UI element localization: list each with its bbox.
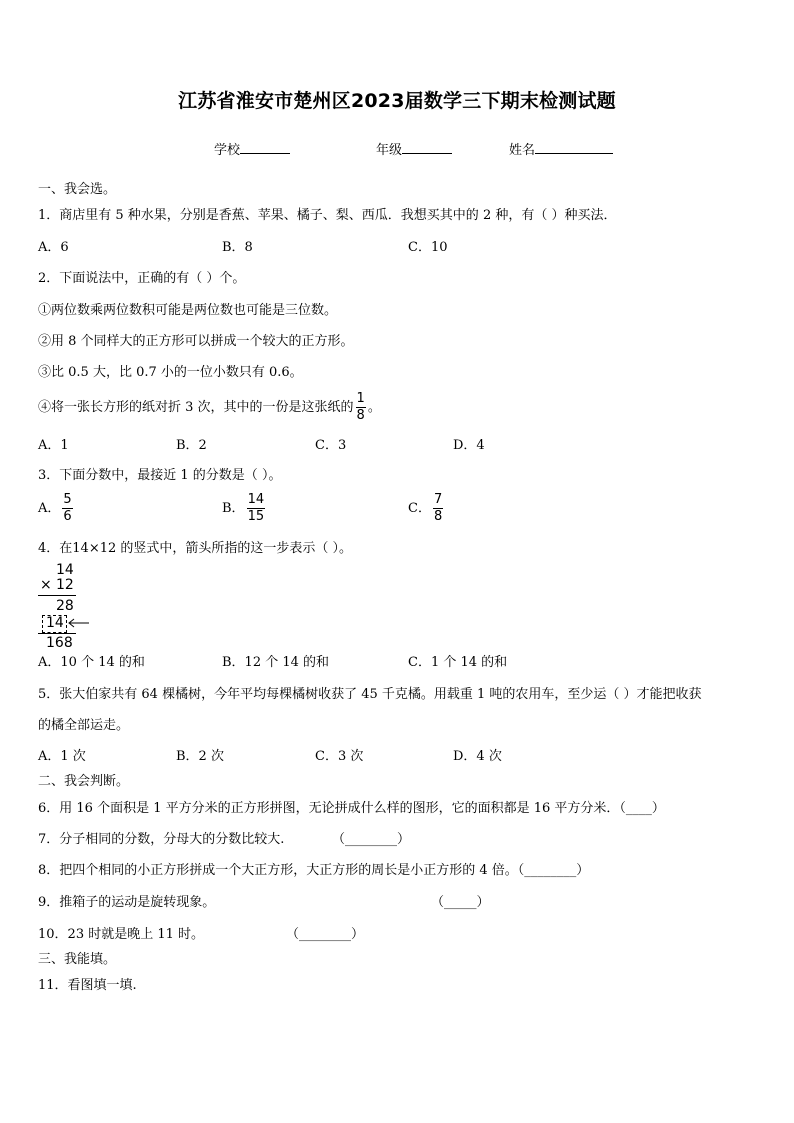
fraction-numerator: 5	[63, 492, 72, 507]
q2-statement-4	[38, 392, 381, 423]
fraction-denominator: 6	[63, 509, 72, 524]
question-9-text: 9．推箱子的运动是旋转现象。	[38, 895, 216, 910]
q2-option-a[interactable]: A．1	[38, 438, 69, 453]
question-8-text: 8．把四个相同的小正方形拼成一个大正方形，大正方形的周长是小正方形的 4 倍。（________）	[38, 863, 590, 878]
q2-statement-2: ②用 8 个同样大的正方形可以拼成一个较大的正方形。	[38, 334, 354, 349]
q4-option-c[interactable]: C．1 个 14 的和	[408, 655, 508, 670]
fraction-numerator: 7	[433, 492, 443, 507]
question-4-text: 4．在14×12 的竖式中，箭头所指的这一步表示（ ）。	[38, 541, 353, 556]
mult-partial-1: 28	[56, 598, 74, 614]
q1-option-b[interactable]: B．8	[222, 240, 253, 255]
fraction-one-eighth	[356, 392, 366, 423]
name-label: 姓名	[509, 143, 536, 158]
question-11-text: 11．看图填一填.	[38, 978, 137, 993]
section-heading-3: 三、我能填。	[38, 952, 117, 967]
q5-option-a[interactable]: A．1 次	[38, 749, 86, 764]
q3-option-c-label: C．	[408, 501, 431, 516]
fraction-five-sixths	[62, 493, 72, 524]
q3-option-a-label: A．	[38, 501, 61, 516]
vertical-multiplication	[38, 562, 98, 652]
question-1-text: 1．商店里有 5 种水果，分别是香蕉、苹果、橘子、梨、西瓜．我想买其中的 2 种，有（ ）种买法．	[38, 208, 617, 223]
section-heading-1: 一、我会选。	[38, 182, 117, 197]
question-10-text: 10．23 时就是晚上 11 时。	[38, 927, 205, 942]
question-2-text: 2．下面说法中，正确的有（ ）个。	[38, 271, 246, 286]
grade-label: 年级	[376, 143, 403, 158]
q5-option-d[interactable]: D．4 次	[453, 749, 502, 764]
q2-option-c[interactable]: C．3	[315, 438, 347, 453]
q3-option-b-label: B．	[222, 501, 245, 516]
fraction-denominator: 15	[247, 509, 265, 524]
grade-field	[376, 140, 452, 160]
q2-statement-4-text: ④将一张长方形的纸对折 3 次，其中的一份是这张纸的	[38, 400, 354, 415]
fraction-seven-eighths	[433, 493, 443, 524]
q1-option-a[interactable]: A．6	[38, 240, 69, 255]
question-7-text: 7．分子相同的分数，分母大的分数比较大.	[38, 832, 285, 847]
fraction-numerator: 14	[247, 492, 265, 507]
q2-statement-1: ①两位数乘两位数积可能是两位数也可能是三位数。	[38, 303, 338, 318]
q2-statement-3: ③比 0.5 大，比 0.7 小的一位小数只有 0.6。	[38, 365, 303, 380]
q4-option-b[interactable]: B．12 个 14 的和	[222, 655, 330, 670]
page-title: 江苏省淮安市楚州区2023届数学三下期末检测试题	[178, 90, 616, 112]
arrow-left-icon	[66, 618, 90, 628]
q5-option-c[interactable]: C．3 次	[315, 749, 364, 764]
question-6-text: 6．用 16 个面积是 1 平方分米的正方形拼图，无论拼成什么样的图形，它的面积都是 16 平方分米．（____）	[38, 801, 665, 816]
q2-statement-4-end: 。	[367, 400, 381, 415]
fraction-fourteen-fifteenths	[247, 493, 266, 524]
q3-option-b[interactable]	[222, 493, 267, 524]
name-blank[interactable]	[535, 140, 613, 154]
school-field	[214, 140, 290, 160]
name-field	[509, 140, 613, 160]
school-blank[interactable]	[240, 140, 290, 154]
q10-answer-blank[interactable]: （________）	[286, 927, 365, 942]
mult-second-number: 12	[56, 577, 74, 593]
question-3-text: 3．下面分数中，最接近 1 的分数是（ ）。	[38, 468, 282, 483]
q2-option-d[interactable]: D．4	[453, 438, 485, 453]
q3-option-c[interactable]	[408, 493, 445, 524]
q1-option-c[interactable]: C．10	[408, 240, 448, 255]
q7-answer-blank[interactable]: （________）	[332, 832, 411, 847]
mult-partial-2: 14	[46, 615, 64, 631]
fraction-denominator: 8	[433, 509, 443, 524]
section-heading-2: 二、我会判断。	[38, 774, 130, 789]
mult-sign: ×	[40, 577, 52, 593]
question-5-text-line-2: 的橘全部运走。	[38, 718, 130, 733]
mult-result: 168	[46, 635, 73, 651]
grade-blank[interactable]	[402, 140, 452, 154]
mult-line-1	[38, 595, 76, 596]
school-label: 学校	[214, 143, 241, 158]
q3-option-a[interactable]	[38, 493, 75, 524]
fraction-numerator: 1	[356, 391, 365, 406]
q2-option-b[interactable]: B．2	[176, 438, 207, 453]
q9-answer-blank[interactable]: （_____）	[431, 895, 490, 910]
mult-top-number: 14	[56, 562, 74, 578]
fraction-denominator: 8	[356, 408, 365, 423]
question-5-text-line-1: 5．张大伯家共有 64 棵橘树，今年平均每棵橘树收获了 45 千克橘。用载重 1 吨的农用车，至少运（ ）才能把收获	[38, 687, 702, 702]
q4-option-a[interactable]: A．10 个 14 的和	[38, 655, 145, 670]
q5-option-b[interactable]: B．2 次	[176, 749, 224, 764]
mult-line-2	[38, 633, 76, 634]
